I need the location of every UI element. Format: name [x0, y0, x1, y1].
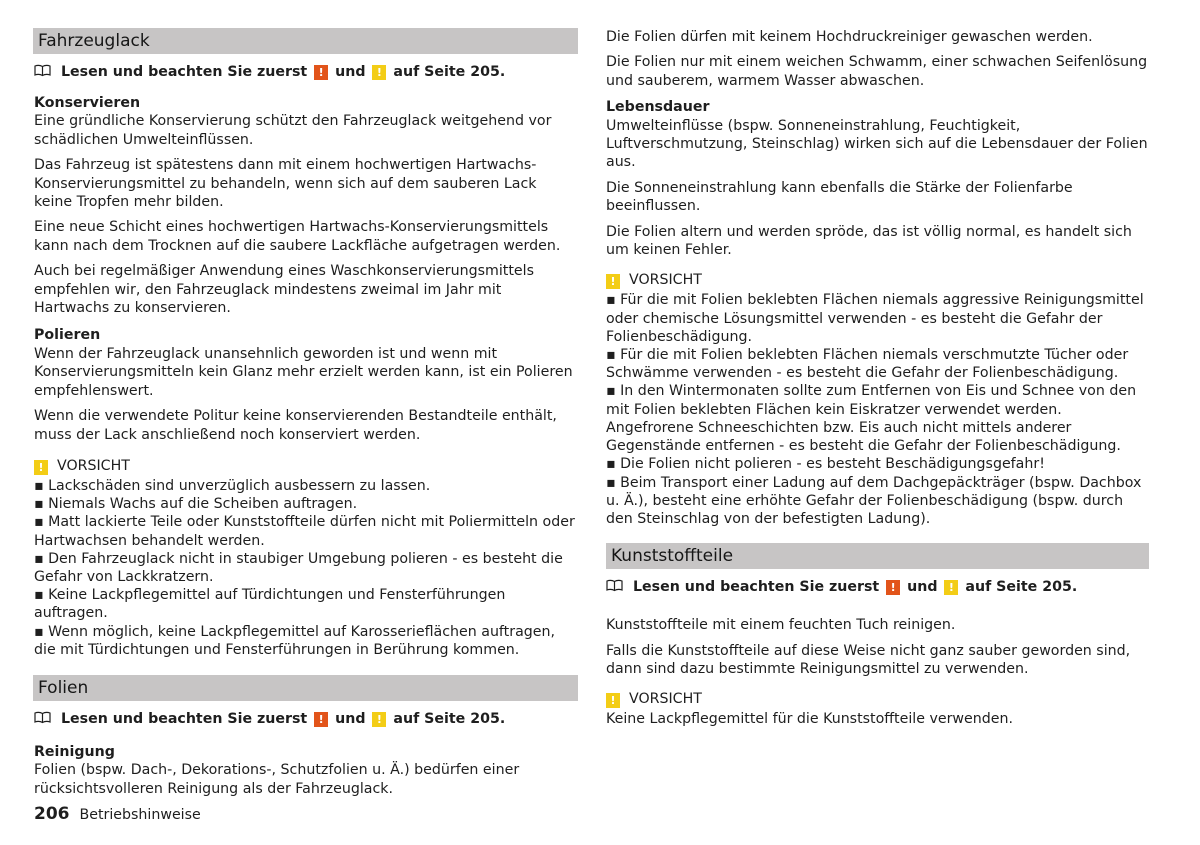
reference-and: und: [335, 64, 366, 80]
paragraph: Eine gründliche Konservierung schützt den Fahrzeuglack weitgehend vor schädlichen Umwelteinflüssen.: [34, 113, 552, 148]
caution-icon: !: [372, 65, 386, 80]
caution-item: ▪ Wenn möglich, keine Lackpflegemittel auf Karosserieflächen auftragen, die mit Türdichtungen und Fensterführungen in Berührung kommen.: [34, 623, 556, 658]
paragraph: Das Fahrzeug ist spätestens dann mit einem hochwertigen Hartwachs-Konservierungsmittel zu behandeln, wenn sich auf dem sauberen Lack keine Tropfen mehr bilden.: [34, 157, 537, 211]
paragraph: Umwelteinflüsse (bspw. Sonneneinstrahlung, Feuchtigkeit, Luftverschmutzung, Steinschlag) wirken sich auf die Lebensdauer der Folien aus.: [606, 117, 1148, 171]
paragraph: Die Folien dürfen mit keinem Hochdruckreiniger gewaschen werden.: [606, 29, 1093, 45]
reference-line: [34, 710, 577, 728]
subheading-konservieren: Konservieren: [34, 95, 141, 111]
book-icon: [34, 711, 51, 724]
paragraph: Die Folien nur mit einem weichen Schwamm, einer schwachen Seifenlösung und sauberem, warmem Wasser abwaschen.: [606, 54, 1148, 89]
caution-icon: !: [606, 693, 620, 708]
paragraph: Die Folien altern und werden spröde, das ist völlig normal, es handelt sich um keinen Fehler.: [606, 223, 1132, 259]
reference-page: auf Seite 205.: [393, 64, 506, 80]
caution-heading: [606, 690, 1149, 708]
reference-text: Lesen und beachten Sie zuerst: [61, 64, 308, 80]
caution-box: [606, 690, 1149, 728]
paragraph: Auch bei regelmäßiger Anwendung eines Waschkonservierungsmittels empfehlen wir, den Fahrzeuglack mindestens zweimal im Jahr mit Hartwachs zu konservieren.: [34, 263, 534, 317]
caution-icon: !: [372, 712, 386, 727]
subheading-lebensdauer: Lebensdauer: [606, 99, 710, 116]
caution-item: ▪ In den Wintermonaten sollte zum Entfernen von Eis und Schnee von den mit Folien beklebten Flächen kein Eiskratzer verwendet werden. Angefrorene Schneeschichten bzw. Eis auch nicht mittels anderer Gegenstände entfernen - es besteht die Gefahr der Folienbeschädigung.: [606, 383, 1137, 455]
caution-icon: !: [944, 580, 958, 595]
paragraph: Folien (bspw. Dach-, Dekorations-, Schutzfolien u. Ä.) bedürfen einer rücksichtsvolleren Reinigung als der Fahrzeuglack.: [34, 762, 520, 797]
danger-icon: !: [314, 712, 328, 727]
caution-title: VORSICHT: [57, 457, 130, 474]
reference-line: [606, 578, 1149, 596]
caution-box: [606, 271, 1149, 528]
caution-heading: [606, 271, 1149, 289]
caution-item: ▪ Die Folien nicht polieren - es besteht Beschädigungsgefahr!: [606, 456, 1045, 473]
paragraph: Wenn die verwendete Politur keine konservierenden Bestandteile enthält, muss der Lack anschließend noch konserviert werden.: [34, 408, 557, 443]
danger-icon: !: [314, 65, 328, 80]
caution-icon: !: [34, 460, 48, 475]
paragraph: Wenn der Fahrzeuglack unansehnlich geworden ist und wenn mit Konservierungsmitteln kein Glanz mehr erzielt werden kann, ist ein Polieren empfehlenswert.: [34, 345, 573, 399]
caution-item: ▪ Matt lackierte Teile oder Kunststoffteile dürfen nicht mit Poliermitteln oder Hartwachsen behandelt werden.: [34, 514, 575, 549]
reference-page: auf Seite 205.: [965, 579, 1078, 596]
caution-item: ▪ Beim Transport einer Ladung auf dem Dachgepäckträger (bspw. Dachbox u. Ä.), besteht eine erhöhte Gefahr der Folienbeschädigung (bspw. durch den Steinschlag von der befestigten Ladung).: [606, 474, 1142, 527]
caution-heading: [34, 457, 577, 475]
book-icon: [606, 579, 623, 592]
caution-text: Keine Lackpflegemittel für die Kunststoffteile verwenden.: [606, 711, 1013, 728]
danger-icon: !: [886, 580, 900, 595]
paragraph: Falls die Kunststoffteile auf diese Weise nicht ganz sauber geworden sind, dann sind dazu bestimmte Reinigungsmittel zu verwenden.: [606, 642, 1131, 677]
chapter-title: Betriebshinweise: [79, 807, 201, 823]
reference-page: auf Seite 205.: [393, 710, 506, 727]
caution-item: ▪ Für die mit Folien beklebten Flächen niemals aggressive Reinigungsmittel oder chemische Lösungsmittel verwenden - es besteht die Gefahr der Folienbeschädigung.: [606, 292, 1144, 345]
caution-box: [34, 457, 577, 659]
reference-and: und: [335, 710, 366, 727]
caution-item: ▪ Den Fahrzeuglack nicht in staubiger Umgebung polieren - es besteht die Gefahr von Lackkratzern.: [34, 550, 563, 585]
reference-text: Lesen und beachten Sie zuerst: [61, 710, 308, 727]
caution-icon: !: [606, 274, 620, 289]
reference-text: Lesen und beachten Sie zuerst: [633, 579, 880, 596]
section-title-folien: Folien: [33, 675, 578, 701]
subheading-polieren: Polieren: [34, 327, 101, 344]
reference-line: [34, 63, 577, 81]
page-footer: [34, 804, 201, 824]
paragraph: Die Sonneneinstrahlung kann ebenfalls die Stärke der Folienfarbe beeinflussen.: [606, 179, 1073, 215]
subheading-reinigung: Reinigung: [34, 743, 115, 760]
caution-item: ▪ Keine Lackpflegemittel auf Türdichtungen und Fensterführungen auftragen.: [34, 587, 506, 622]
caution-item: ▪ Lackschäden sind unverzüglich ausbessern zu lassen.: [34, 477, 431, 494]
paragraph: Kunststoffteile mit einem feuchten Tuch reinigen.: [606, 617, 956, 634]
paragraph: Eine neue Schicht eines hochwertigen Hartwachs-Konservierungsmittels kann nach dem Trocknen auf die saubere Lackfläche aufgetragen werden.: [34, 219, 561, 254]
right-column: [606, 28, 1149, 729]
section-title-kunststoffteile: Kunststoffteile: [606, 543, 1149, 569]
section-title-fahrzeuglack: Fahrzeuglack: [33, 28, 578, 54]
page-number: 206: [34, 804, 70, 824]
caution-title: VORSICHT: [629, 272, 702, 289]
reference-and: und: [907, 579, 938, 596]
caution-item: ▪ Niemals Wachs auf die Scheiben auftragen.: [34, 496, 358, 513]
left-column: [34, 28, 577, 805]
caution-item: ▪ Für die mit Folien beklebten Flächen niemals verschmutzte Tücher oder Schwämme verwenden - es besteht die Gefahr der Folienbeschädigung.: [606, 347, 1129, 382]
caution-title: VORSICHT: [629, 691, 702, 708]
book-icon: [34, 64, 51, 77]
